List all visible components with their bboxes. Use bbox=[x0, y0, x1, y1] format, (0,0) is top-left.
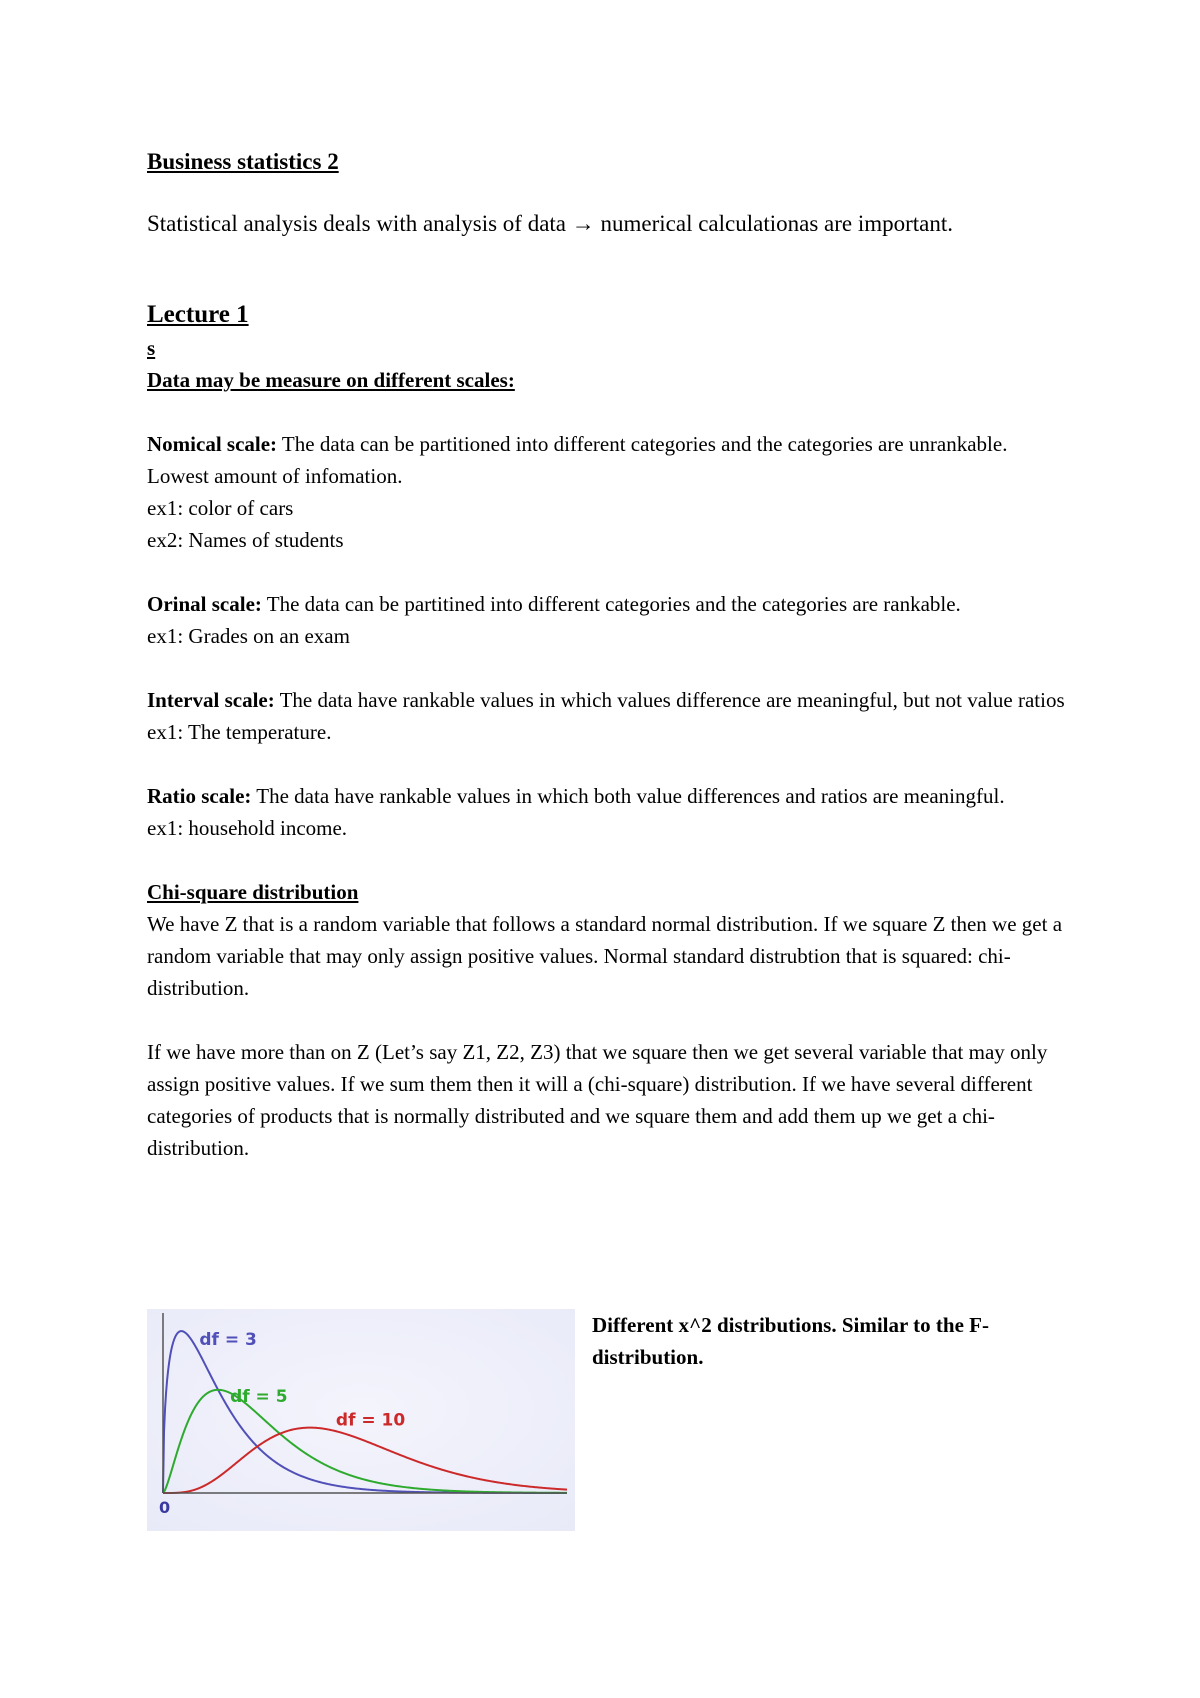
document-body bbox=[147, 146, 1067, 1164]
series-label-df-3: df = 3 bbox=[199, 1330, 257, 1351]
scale-term: Nomical scale: bbox=[147, 432, 278, 456]
intro-paragraph: Statistical analysis deals with analysis of data → numerical calculationas are important. bbox=[147, 211, 954, 236]
chi-square-paragraph-1: We have Z that is a random variable that follows a standard normal distribution. If we square Z then we get a random variable that may only assign positive values. Normal standard distrubtion that is squared: chi-distribution. bbox=[147, 912, 1063, 1000]
scale-example: ex1: The temperature. bbox=[147, 720, 332, 744]
scale-block-nominal bbox=[147, 428, 1067, 556]
series-label-df-10: df = 10 bbox=[335, 1410, 406, 1431]
chi-square-heading: Chi-square distribution bbox=[147, 880, 359, 904]
origin-tick-label: 0 bbox=[159, 1498, 171, 1517]
scale-example: ex2: Names of students bbox=[147, 528, 344, 552]
scale-definition bbox=[147, 684, 1067, 716]
scales-heading: Data may be measure on different scales: bbox=[147, 368, 515, 392]
scale-definition bbox=[147, 428, 1067, 492]
scale-example: ex1: household income. bbox=[147, 816, 348, 840]
chi-square-paragraph-2: If we have more than on Z (Let’s say Z1, Z2, Z3) that we square then we get several variable that may only assign positive values. If we sum them then it will a (chi-square) distribution. If we have several different categories of products that is normally distributed and we square them and add them up we get a chi-distribution. bbox=[147, 1040, 1048, 1160]
series-label-df-5: df = 5 bbox=[230, 1386, 288, 1407]
scale-block-interval bbox=[147, 684, 1067, 748]
chart-svg bbox=[147, 1309, 575, 1531]
scale-example: ex1: Grades on an exam bbox=[147, 624, 350, 648]
lecture-heading: Lecture 1 bbox=[147, 301, 249, 328]
scale-block-ratio bbox=[147, 780, 1067, 844]
chi-square-chart bbox=[147, 1309, 575, 1531]
scale-description: The data can be partitined into different categories and the categories are rankable. bbox=[261, 592, 961, 616]
scale-description: The data have rankable values in which both value differences and ratios are meaningful. bbox=[251, 784, 1005, 808]
scale-description: The data have rankable values in which values difference are meaningful, but not value ratios bbox=[274, 688, 1065, 712]
scale-definition bbox=[147, 588, 1067, 620]
scale-term: Interval scale: bbox=[147, 688, 275, 712]
figure-row bbox=[147, 1309, 1067, 1531]
scale-definition bbox=[147, 780, 1067, 812]
scale-block-ordinal bbox=[147, 588, 1067, 652]
stray-character: s bbox=[147, 336, 156, 360]
scale-description: The data can be partitioned into different categories and the categories are unrankable. Lowest amount of infomation. bbox=[147, 432, 1008, 488]
scale-term: Orinal scale: bbox=[147, 592, 262, 616]
scale-example: ex1: color of cars bbox=[147, 496, 294, 520]
figure-caption: Different x^2 distributions. Similar to the F-distribution. bbox=[592, 1313, 989, 1369]
scale-term: Ratio scale: bbox=[147, 784, 252, 808]
document-title: Business statistics 2 bbox=[147, 149, 339, 174]
